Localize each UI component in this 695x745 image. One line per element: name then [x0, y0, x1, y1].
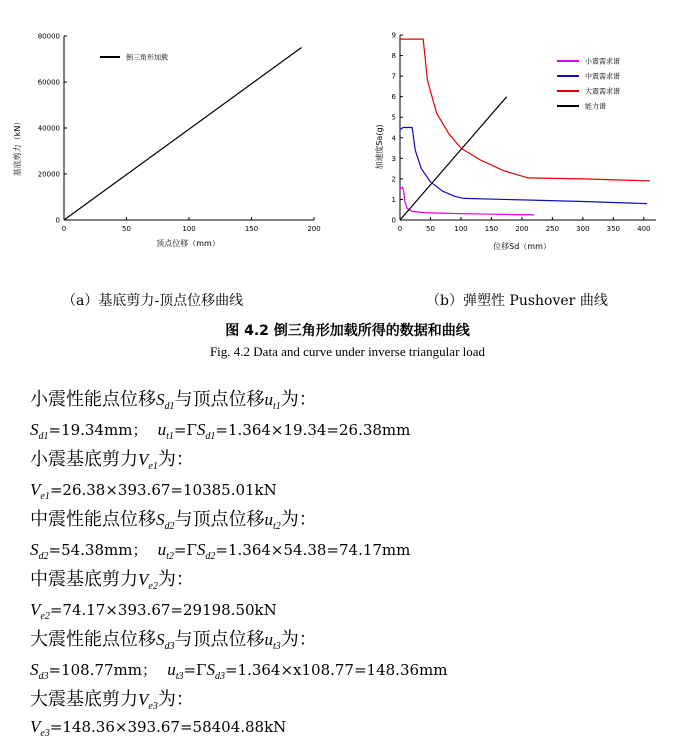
- var: S: [156, 510, 165, 529]
- var: u: [264, 390, 273, 409]
- var-sub: d2: [205, 551, 216, 562]
- text-line-1: [30, 385, 317, 415]
- y-tick-label: 5: [391, 113, 396, 122]
- var: S: [30, 540, 39, 559]
- text: 与顶点位移: [174, 509, 265, 530]
- x-tick-label: 250: [545, 225, 560, 233]
- var-sub: t1: [273, 401, 281, 412]
- var-sub: d1: [164, 401, 175, 412]
- text-line-9: [30, 625, 317, 655]
- y-tick-label: 0: [55, 216, 60, 225]
- series-line-1: [64, 48, 302, 221]
- subcaption-a: （a）基底剪力-顶点位移曲线: [62, 293, 244, 309]
- text: 中震性能点位移: [30, 509, 156, 530]
- subcaption-b: （b）弹塑性 Pushover 曲线: [426, 293, 608, 309]
- var-sub: d3: [38, 671, 49, 682]
- var-sub: d2: [38, 551, 49, 562]
- var-sub: t3: [175, 671, 184, 682]
- x-tick-label: 50: [122, 225, 131, 233]
- var-sub: d1: [205, 431, 216, 442]
- var: u: [157, 420, 167, 439]
- text: 为：: [280, 629, 317, 650]
- var-sub: t2: [273, 521, 281, 532]
- y-tick-label: 40000: [37, 124, 60, 133]
- var: S: [206, 660, 215, 679]
- text: =19.34mm；: [48, 421, 148, 439]
- x-tick-label: 300: [576, 225, 590, 233]
- y-tick-label: 8: [391, 52, 396, 61]
- text: =108.77mm；: [48, 661, 158, 679]
- series-line-1: [400, 187, 534, 215]
- text: 为：: [157, 569, 194, 590]
- figure-title-en: Fig. 4.2 Data and curve under inverse triangular load: [209, 344, 486, 359]
- x-axis-label: 顶点位移（mm）: [156, 239, 220, 248]
- x-tick-label: 150: [484, 225, 499, 233]
- y-axis-label: 基底剪力（kN）: [13, 117, 22, 177]
- var-sub: e1: [40, 491, 50, 502]
- var-sub: t3: [273, 641, 281, 652]
- text: 中震基底剪力: [30, 569, 138, 590]
- var-sub: e2: [148, 581, 158, 592]
- chart-pushover-curve: [360, 20, 695, 260]
- var-sub: e3: [40, 728, 50, 739]
- y-tick-label: 1: [391, 195, 396, 204]
- text: 大震基底剪力: [30, 689, 138, 710]
- text: 与顶点位移: [174, 389, 265, 410]
- var: S: [30, 420, 39, 439]
- var: u: [264, 510, 273, 529]
- text: =Γ: [173, 541, 197, 559]
- text-line-3: [30, 445, 194, 475]
- var: S: [156, 390, 165, 409]
- var-sub: d3: [214, 671, 225, 682]
- text-line-10: [30, 655, 447, 685]
- x-tick-label: 100: [182, 225, 196, 233]
- y-tick-label: 2: [391, 175, 396, 184]
- text-line-4: [30, 475, 277, 505]
- text: 小震性能点位移: [30, 389, 156, 410]
- y-tick-label: 6: [391, 93, 396, 102]
- x-tick-label: 0: [61, 225, 67, 233]
- y-tick-label: 9: [391, 31, 396, 40]
- var: V: [30, 600, 41, 619]
- text-line-6: [30, 535, 410, 565]
- var: V: [138, 450, 149, 469]
- y-tick-label: 7: [391, 72, 396, 81]
- y-axis-label: 加速度Sa(g): [375, 124, 384, 170]
- var-sub: e2: [40, 611, 50, 622]
- var-sub: t1: [166, 431, 174, 442]
- x-tick-label: 400: [637, 225, 651, 233]
- var: u: [167, 660, 176, 679]
- text: 为：: [280, 509, 317, 530]
- text: =1.364×x108.77=148.36mm: [224, 661, 448, 679]
- text: =74.17×393.67=29198.50kN: [49, 601, 277, 619]
- var-sub: d1: [38, 431, 49, 442]
- text-line-8: [30, 595, 277, 625]
- text: =54.38mm；: [48, 541, 148, 559]
- var-sub: d3: [164, 641, 175, 652]
- text-line-5: [30, 505, 317, 535]
- var: V: [138, 570, 149, 589]
- var: S: [196, 420, 206, 439]
- var: S: [30, 660, 39, 679]
- legend-label: 能力谱: [585, 102, 606, 111]
- text: =1.364×19.34=26.38mm: [215, 421, 411, 439]
- var-sub: t2: [166, 551, 174, 562]
- legend-label: 大震需求谱: [585, 87, 620, 96]
- text: =148.36×393.67=58404.88kN: [49, 718, 287, 736]
- y-tick-label: 4: [391, 134, 396, 143]
- y-tick-label: 20000: [37, 170, 60, 179]
- x-tick-label: 200: [515, 225, 529, 233]
- legend-label: 小震需求谱: [585, 57, 620, 66]
- text: =26.38×393.67=10385.01kN: [49, 481, 277, 499]
- y-tick-label: 3: [391, 154, 396, 163]
- text: 为：: [280, 389, 317, 410]
- text-line-12: [30, 712, 286, 742]
- text: 为：: [157, 689, 194, 710]
- var: u: [264, 630, 273, 649]
- legend-label: 倒三角形加载: [126, 53, 168, 62]
- var: V: [30, 717, 41, 736]
- text: 为：: [157, 449, 194, 470]
- var-sub: e1: [148, 461, 158, 472]
- figure-title-zh: 图 4.2 倒三角形加载所得的数据和曲线: [225, 323, 470, 339]
- text: 小震基底剪力: [30, 449, 138, 470]
- y-tick-label: 60000: [37, 78, 60, 87]
- var: V: [30, 480, 41, 499]
- legend-label: 中震需求谱: [585, 72, 620, 81]
- text-line-7: [30, 565, 194, 595]
- x-tick-label: 350: [606, 225, 621, 233]
- x-axis-label: 位移Sd（mm）: [493, 242, 551, 251]
- text: 大震性能点位移: [30, 629, 156, 650]
- var: S: [196, 540, 206, 559]
- x-tick-label: 50: [426, 225, 435, 233]
- var-sub: d2: [164, 521, 175, 532]
- series-line-4: [400, 97, 507, 220]
- x-tick-label: 150: [244, 225, 259, 233]
- text: =Γ: [173, 421, 197, 439]
- text: =Γ: [183, 661, 207, 679]
- y-tick-label: 0: [391, 216, 396, 225]
- var-sub: e3: [148, 701, 158, 712]
- var: V: [138, 690, 149, 709]
- var: u: [157, 540, 167, 559]
- y-tick-label: 80000: [37, 32, 60, 41]
- x-tick-label: 100: [454, 225, 468, 233]
- x-tick-label: 0: [397, 225, 403, 233]
- text: 与顶点位移: [174, 629, 265, 650]
- x-tick-label: 200: [307, 225, 321, 233]
- text-line-2: [30, 415, 410, 445]
- series-line-2: [400, 128, 647, 204]
- chart-base-shear-vs-displacement: [0, 20, 340, 260]
- text-line-11: [30, 685, 194, 715]
- var: S: [156, 630, 165, 649]
- text: =1.364×54.38=74.17mm: [215, 541, 411, 559]
